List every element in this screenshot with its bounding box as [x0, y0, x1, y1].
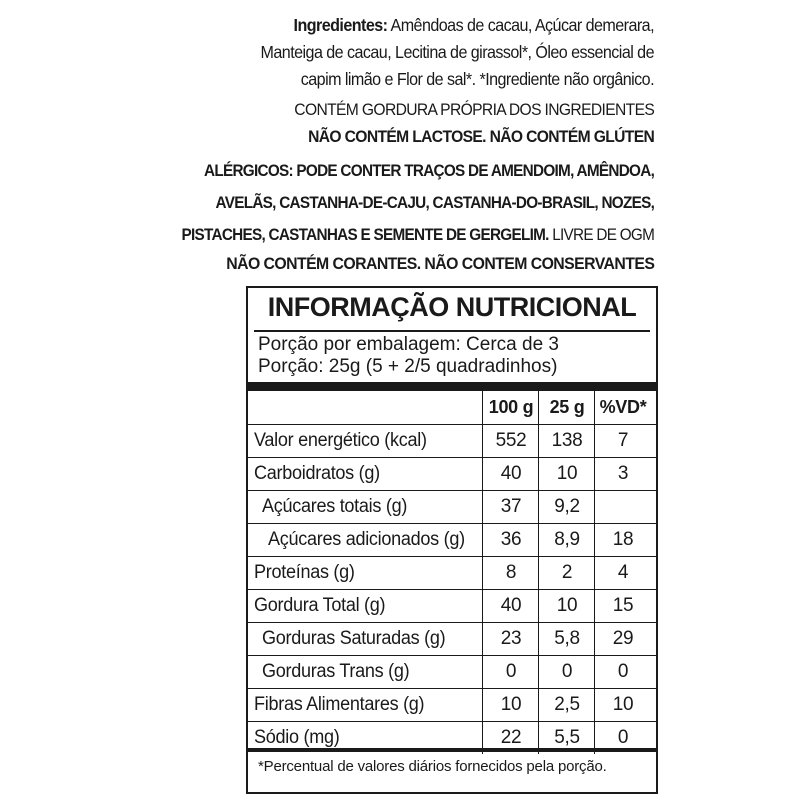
value-25g: 10 [538, 589, 595, 622]
value-vd: 3 [594, 457, 651, 490]
value-vd: 7 [594, 424, 651, 457]
ingredient-notes [294, 96, 654, 150]
value-25g: 10 [538, 457, 595, 490]
fat-note: CONTÉM GORDURA PRÓPRIA DOS INGREDIENTES [294, 100, 654, 119]
nutrition-facts-table [246, 286, 658, 794]
allergens-line-1: ALÉRGICOS: PODE CONTER TRAÇOS DE AMENDOIM, AMÊNDOA, [203, 161, 655, 180]
value-25g: 9,2 [538, 490, 595, 523]
nutrient-name: Sódio (mg) [254, 727, 340, 748]
column-header-row [248, 391, 656, 425]
value-100g: 22 [482, 721, 539, 754]
value-100g: 0 [482, 655, 539, 688]
value-vd: 18 [594, 523, 651, 556]
nutrient-row-carbs [248, 457, 656, 491]
value-100g: 10 [482, 688, 539, 721]
value-25g: 8,9 [538, 523, 595, 556]
allergens-line-3 [181, 219, 654, 251]
lactose-gluten-note: NÃO CONTÉM LACTOSE. NÃO CONTÉM GLÚTEN [307, 127, 654, 146]
value-25g: 5,5 [538, 721, 595, 754]
nutrient-row-total-sugars [248, 490, 656, 524]
nutrient-row-protein [248, 556, 656, 590]
title-divider [254, 330, 650, 332]
nutrient-name: Gordura Total (g) [254, 595, 386, 616]
nutrient-name: Fibras Alimentares (g) [254, 694, 425, 715]
value-25g: 0 [538, 655, 595, 688]
nutrient-name: Proteínas (g) [254, 562, 355, 583]
nutrient-name: Carboidratos (g) [254, 463, 380, 484]
no-additives-note: NÃO CONTÉM CORANTES. NÃO CONTEM CONSERVANTES [225, 254, 654, 273]
value-100g: 37 [482, 490, 539, 523]
value-vd: 4 [594, 556, 651, 589]
nutrient-name: Gorduras Trans (g) [262, 661, 410, 682]
value-25g: 2,5 [538, 688, 595, 721]
ingredients-text [222, 12, 654, 93]
nutrient-name: Açúcares adicionados (g) [268, 529, 465, 550]
header-25g: 25 g [538, 391, 595, 424]
value-100g: 23 [482, 622, 539, 655]
header-100g: 100 g [482, 391, 539, 424]
allergens-line-2: AVELÃS, CASTANHA-DE-CAJU, CASTANHA-DO-BRASIL, NOZES, [215, 193, 654, 212]
value-vd [594, 490, 651, 523]
daily-value-footnote: *Percentual de valores diários fornecidos pela porção. [258, 758, 607, 775]
allergens-line-3-bold: PISTACHES, CASTANHAS E SEMENTE DE GERGELIM. [181, 225, 549, 244]
nutrient-row-total-fat [248, 589, 656, 623]
ingredients-line-1-text: Amêndoas de cacau, Açúcar demerara, [390, 15, 654, 35]
value-25g: 2 [538, 556, 595, 589]
nutrient-name: Açúcares totais (g) [262, 496, 408, 517]
footnote-rule [248, 748, 656, 752]
nutrient-row-energy [248, 424, 656, 458]
nutrient-row-saturated-fat [248, 622, 656, 656]
header-thick-rule [248, 382, 656, 391]
ingredients-line-2: Manteiga de cacau, Lecitina de girassol*, Óleo essencial de [260, 42, 654, 62]
value-25g: 5,8 [538, 622, 595, 655]
nutrient-name: Gorduras Saturadas (g) [262, 628, 446, 649]
value-vd: 0 [594, 721, 651, 754]
serving-info [258, 334, 559, 378]
allergens-warning [181, 155, 654, 251]
value-100g: 40 [482, 589, 539, 622]
ingredients-line-1 [222, 12, 654, 39]
header-nutrient [254, 391, 471, 424]
nutrition-title: INFORMAÇÃO NUTRICIONAL [267, 292, 637, 322]
servings-per-package: Porção por embalagem: Cerca de 3 [258, 334, 559, 355]
value-100g: 36 [482, 523, 539, 556]
value-vd: 29 [594, 622, 651, 655]
header-vd: %VD* [594, 391, 651, 424]
nutrient-row-fiber [248, 688, 656, 722]
nutrient-row-trans-fat [248, 655, 656, 689]
value-vd: 0 [594, 655, 651, 688]
value-100g: 8 [482, 556, 539, 589]
value-vd: 15 [594, 589, 651, 622]
gmo-free-note: LIVRE DE OGM [548, 225, 654, 244]
nutrient-row-added-sugars [248, 523, 656, 557]
value-100g: 40 [482, 457, 539, 490]
value-25g: 138 [538, 424, 595, 457]
nutrient-name: Valor energético (kcal) [254, 430, 427, 451]
serving-size: Porção: 25g (5 + 2/5 quadradinhos) [258, 356, 558, 377]
ingredients-line-3: capim limão e Flor de sal*. *Ingrediente não orgânico. [300, 69, 654, 89]
value-100g: 552 [482, 424, 539, 457]
value-vd: 10 [594, 688, 651, 721]
ingredients-label: Ingredientes: [293, 15, 388, 35]
